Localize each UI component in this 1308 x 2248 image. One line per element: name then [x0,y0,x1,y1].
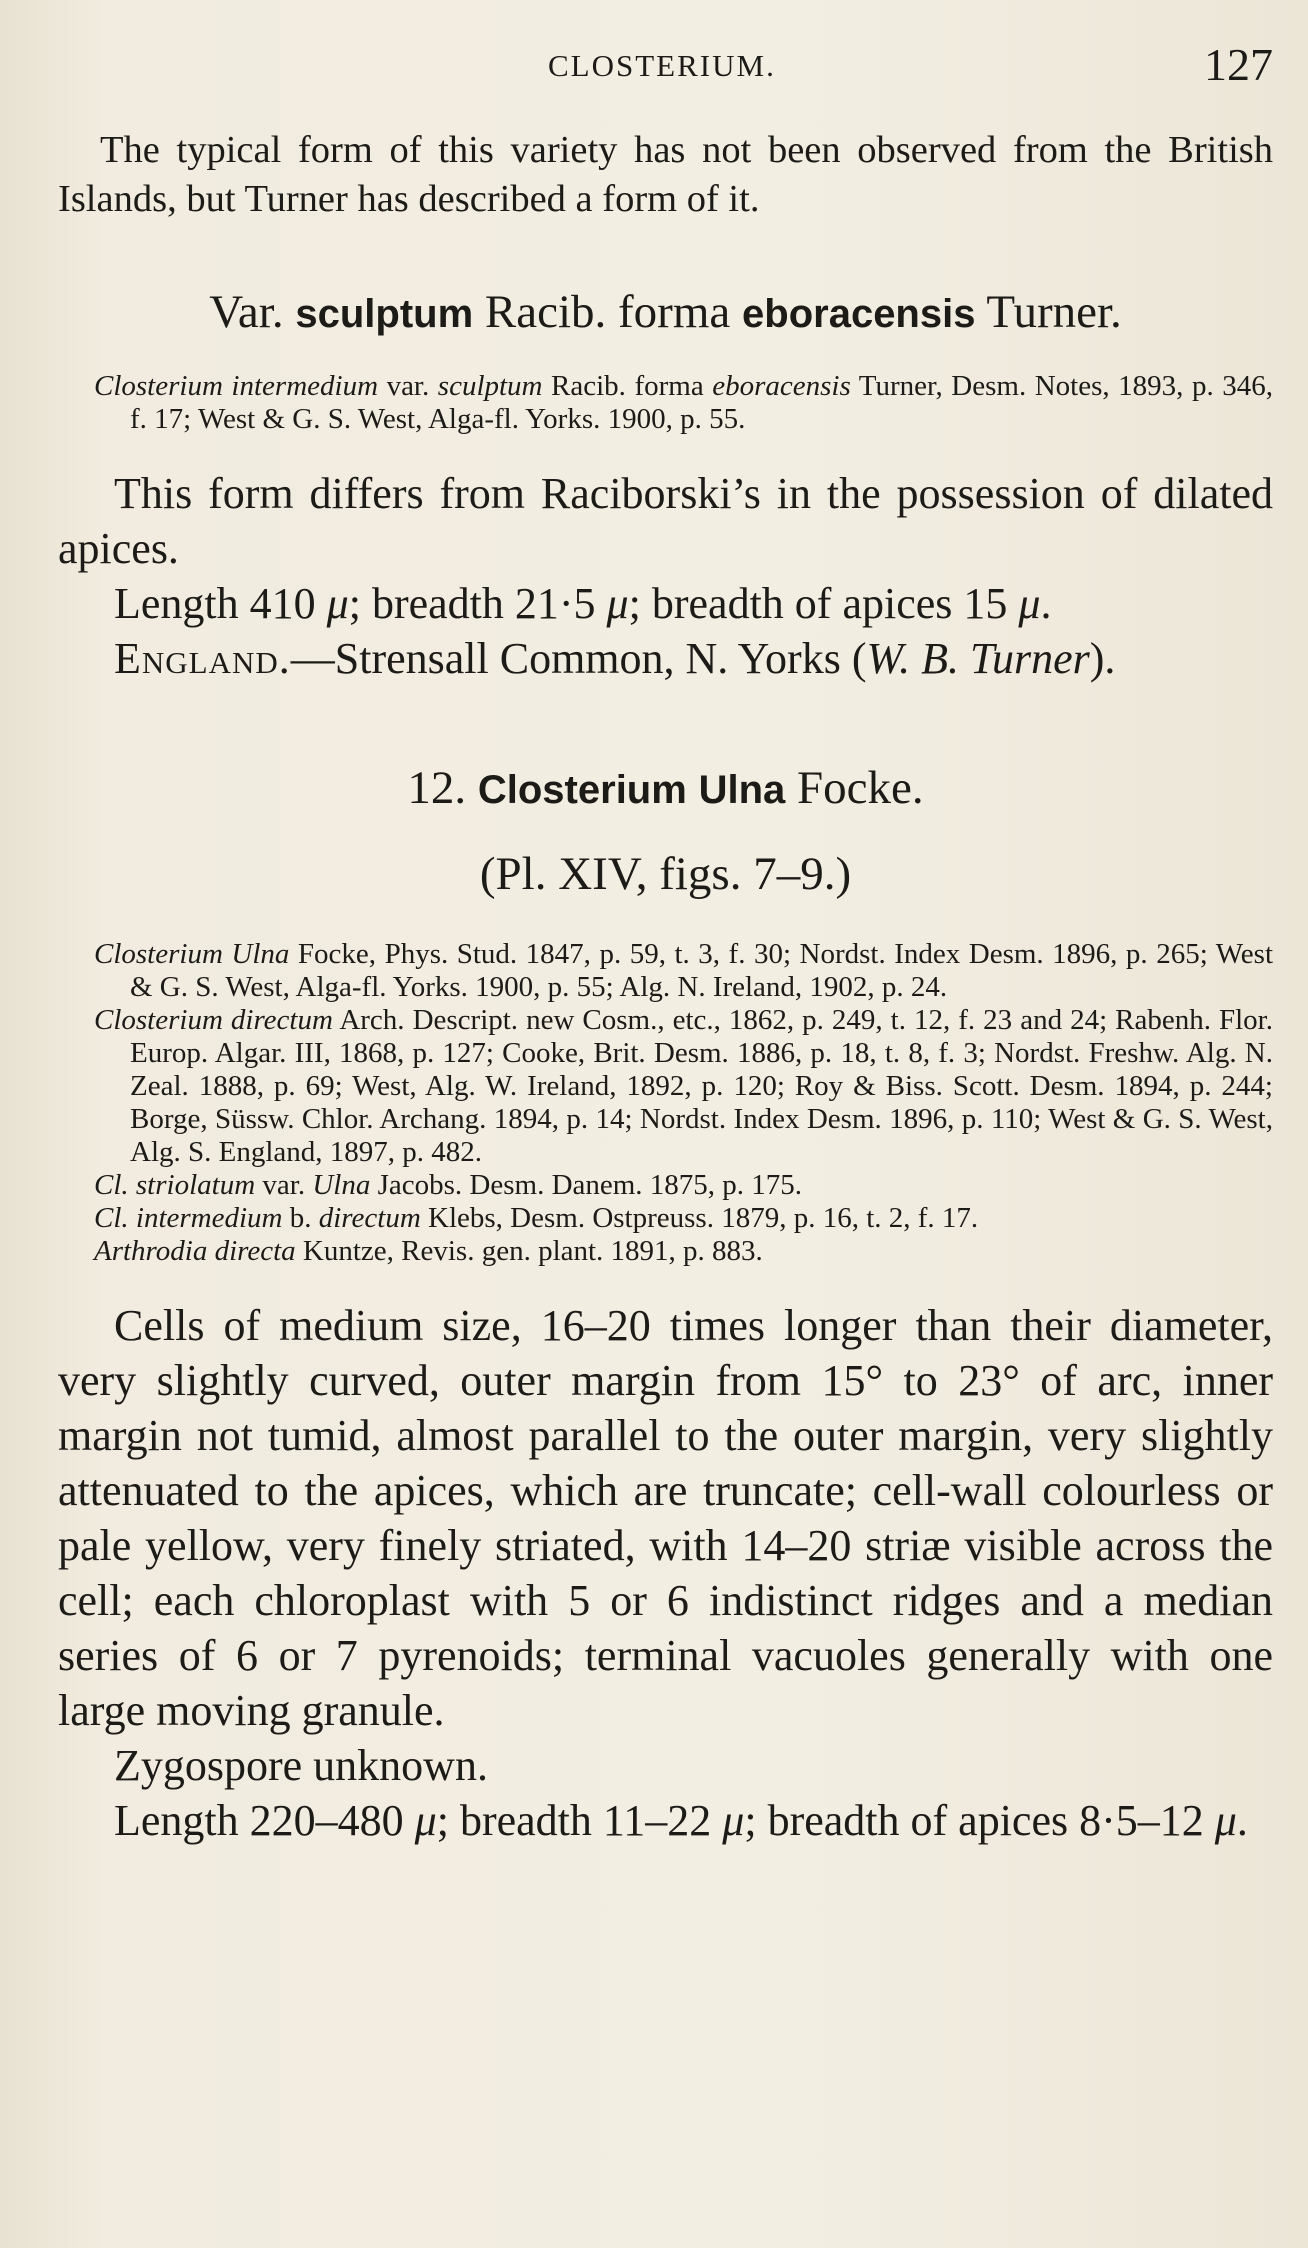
species-genus: Closterium [477,768,687,812]
forma-name: eboracensis [742,292,976,336]
intro-paragraph: The typical form of this variety has not been observed from the British Islands, but Turner has described a form of it. [58,129,1273,220]
species-description: Cells of medium size, 16–20 times longer than their diameter, very slightly curved, outer margin from 15° to 23° of arc, inner margin not tumid, almost parallel to the outer margin, very slightly attenuated to the apices, which are truncate; cell-wall colourless or pale yellow, very finely striated, with 14–20 striæ visible across the cell; each chloroplast with 5 or 6 indistinct ridges and a median series of 6 or 7 pyrenoids; terminal vacuoles generally with one large moving granule. [58,1301,1273,1735]
synonym-entry: Arthrodia directa Kuntze, Revis. gen. plant. 1891, p. 883. [94,1235,763,1267]
running-head: CLOSTERIUM. [548,48,776,83]
synonym-entry: Cl. intermedium b. directum Klebs, Desm. Ostpreuss. 1879, p. 16, t. 2, f. 17. [94,1202,979,1234]
forma-author: Turner. [986,286,1122,338]
species-measurements: Length 220–480 μ; breadth 11–22 μ; breadth of apices 8·5–12 μ. [114,1796,1248,1845]
locality-country: England. [114,634,291,683]
variety-author: Racib. forma [484,286,731,338]
species-synonymy [58,938,1273,1268]
variety-prefix: Var. [209,286,284,338]
synonym-entry: Closterium Ulna Focke, Phys. Stud. 1847, p. 59, t. 3, f. 30; Nordst. Index Desm. 1896, p. 265; West & G. S. West, Alga-fl. Yorks. 1900, p. 55; Alg. N. Ireland, 1902, p. 24. [94,938,1274,1003]
variety-locality: England.—Strensall Common, N. Yorks (W. B. Turner). [114,634,1116,683]
species-epithet: Ulna [698,768,786,812]
species-number: 12. [407,762,467,814]
zygospore-note: Zygospore unknown. [114,1741,488,1790]
synonym-name: Closterium intermedium [94,370,379,402]
locality-collector: W. B. Turner [866,634,1090,683]
page-number: 127 [1204,39,1273,90]
species-author: Focke. [797,762,924,814]
synonym-entry: Cl. striolatum var. Ulna Jacobs. Desm. Danem. 1875, p. 175. [94,1169,803,1201]
variety-synonymy [58,370,1273,436]
variety-heading [58,282,1273,344]
synonym-entry: Closterium directum Arch. Descript. new Cosm., etc., 1862, p. 249, t. 12, f. 23 and 24; Rabenh. Flor. Europ. Algar. III, 1868, p. 127; Cooke, Brit. Desm. 1886, p. 18, t. 8, f. 3; Nordst. Freshw. Alg. N. Zeal. 1888, p. 69; West, Alg. W. Ireland, 1892, p. 120; Roy & Biss. Scott. Desm. 1894, p. 244; Borge, Süssw. Chlor. Archang. 1894, p. 14; Nordst. Index Desm. 1896, p. 110; West & G. S. West, Alg. S. England, 1897, p. 482. [94,1004,1273,1168]
species-heading [58,758,1273,820]
variety-description: This form differs from Raciborski’s in the possession of dilated apices. [58,469,1273,573]
synonym-entry: Closterium intermedium var. sculptum Racib. forma eboracensis Turner, Desm. Notes, 1893, p. 346, f. 17; West & G. S. West, Alga-fl. Yorks. 1900, p. 55. [94,370,1273,435]
variety-measurements: Length 410 μ; breadth 21·5 μ; breadth of apices 15 μ. [114,579,1052,628]
page-header [0,38,1308,98]
variety-name: sculptum [295,292,474,336]
plate-reference: (Pl. XIV, figs. 7–9.) [479,848,852,900]
page-content [58,126,1273,1848]
